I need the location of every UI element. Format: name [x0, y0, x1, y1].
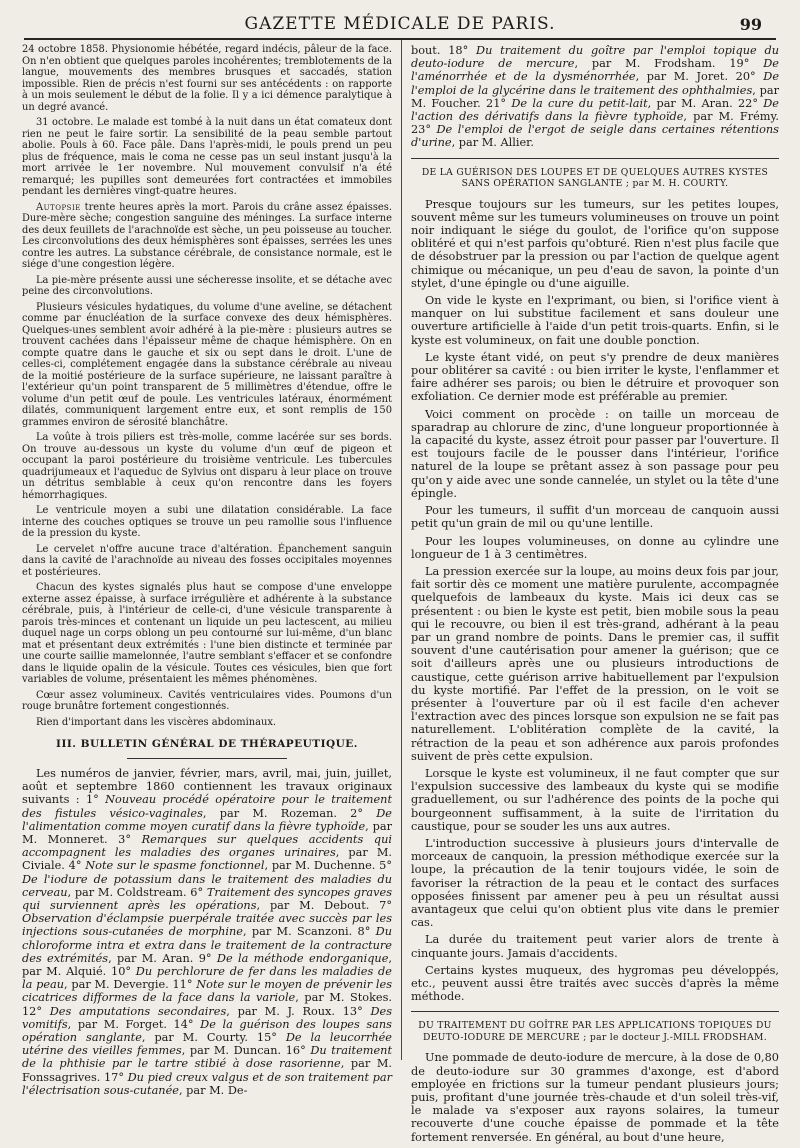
article-title-italic: De l'iodure de potassium dans le traitement des maladies du cerveau [22, 872, 392, 899]
article-title-italic: De la méthode endorganique [216, 951, 389, 965]
article-title-italic: Des amputations secondaires [49, 1004, 227, 1018]
bulletin-text: bout. 18° [411, 44, 477, 57]
bulletin-text: , par M. Scanzoni. 8° [243, 925, 376, 939]
paragraph: Pour les loupes volumineuses, on donne au cylindre une longueur de 1 à 3 centimètres. [411, 534, 779, 561]
bulletin-text: , par M. Aran. 22° [647, 96, 764, 110]
section-title: III. BULLETIN GÉNÉRAL DE THÉRAPEUTIQUE. [56, 738, 358, 750]
section-rule [127, 758, 287, 759]
paragraph: Rien d'important dans les viscères abdominaux. [36, 716, 277, 728]
bulletin-text: , par M. Duchenne. 5° [264, 859, 392, 873]
column-divider [401, 40, 402, 1060]
paragraph: Le cervelet n'offre aucune trace d'altération. Épanchement sanguin dans la cavité de l'arachnoïde au niveau des fosses occipitales moyennes et postérieures. [22, 543, 392, 578]
page-header [24, 8, 776, 40]
right-column [411, 44, 779, 1148]
article-title-italic: De l'alimentation comme moyen curatif dans la fièvre typhoïde [22, 806, 392, 833]
bulletin-text: , par M. Rozeman. 2° [202, 806, 377, 820]
bulletin-text: , par M. Forget. 14° [67, 1017, 201, 1031]
bulletin-text: , par M. Civiale. 4° [22, 846, 392, 873]
paragraph: Presque toujours sur les tumeurs, sur les petites loupes, souvent même sur les tumeurs volumineuses on trouve un point noir indiquant le siége du goulot, de l'orifice qu'on suppose oblitéré et qui n'est parfois qu'obturé. Rien n'est plus facile que de désobstruer par la pression ou par l'action de quelque agent chimique ou mécanique, un peu d'eau de savon, la pointe d'un stylet, d'une épingle ou d'une aiguille. [411, 197, 779, 290]
bulletin-text: , par M. De- [178, 1083, 248, 1097]
bulletin-text: , par M. Foucher. 21° [411, 83, 779, 110]
bulletin-text: , par M. Debout. 7° [256, 899, 392, 913]
autopsy-label: Autopsie [36, 201, 81, 213]
article-title-italic: Nouveau procédé opératoire pour le traitement des fistules vésico-vaginales [22, 793, 392, 820]
article-title-italic: Note sur le moyen de prévenir les cicatrices difformes de la face dans la variole [22, 978, 392, 1005]
article-title-italic: Remarques sur quelques accidents qui accompagnent les maladies des organes urinaires [22, 833, 392, 860]
bulletin-paragraph [411, 44, 779, 150]
article-title-italic: Du traitement du goître par l'emploi topique du deuto-iodure de mercure [411, 44, 779, 71]
article-title-italic: Note sur le spasme fonctionnel [85, 859, 265, 873]
article-loupes [411, 198, 779, 1004]
bulletin-text: , par M. Frodsham. 19° [574, 57, 764, 71]
article-title-italic: Observation d'éclampsie puerpérale traitée avec succès par les injections sous-cutanées de morphine [22, 912, 392, 939]
paragraph: Certains kystes muqueux, des hygromas peu développés, etc., peuvent aussi être traités avec succès d'après la même méthode. [411, 963, 779, 1004]
article-title-italic: Traitement des syncopes graves qui surviennent après les opérations [22, 885, 392, 913]
bulletin-text: , par M. Joret. 20° [635, 70, 764, 84]
bulletin-text: , par M. Alquié. 10° [22, 951, 392, 979]
bulletin-text: , par M. Monneret. 3° [22, 819, 392, 847]
paragraph: 31 octobre. Le malade est tombé à la nuit dans un état comateux dont rien ne peut le faire sortir. La sensibilité de la peau semble partout abolie. Pouls à 60. Face pâle. Dans l'après-midi, le pouls prend un peu plus de fréquence, mais le coma ne cesse pas un seul instant jusqu'à la mort arrivée le 1er novembre. Nul mouvement convulsif n'a été remarqué; les pupilles sont demeurées fort contractées et immobiles pendant les dernières vingt-quatre heures. [22, 117, 392, 197]
article-title-italic: De l'action des dérivatifs dans la fièvre typhoïde [411, 96, 779, 124]
bulletin-text: , par M. Coldstream. 6° [67, 885, 207, 899]
left-column [22, 44, 392, 1101]
paragraph: Chacun des kystes signalés plus haut se compose d'une enveloppe externe assez épaisse, à surface irrégulière et adhérente à la substance cérébrale, puis, à l'intérieur de celle-ci, d'une vésicule transparente à parois très-minces et contenant un liquide un peu lactescent, au milieu duquel nage un corps oblong un peu contourné sur lui-même, d'un blanc mat et présentant deux extrémités : l'une bien distincte et terminée par une courte saillie mamelonnée, l'autre semblant s'effacer et se confondre dans le liquide opalin de la vésicule. Toutes ces vésicules, bien que fort variables de volume, présentaient les mêmes phénomènes. [22, 582, 392, 685]
bulletin-text: , par M. Duncan. 16° [181, 1044, 311, 1058]
bulletin-list [22, 767, 392, 1097]
article-title-italic: Du pied creux valgus et de son traitement par l'électrisation sous-cutanée [22, 1070, 392, 1097]
paragraph: La durée du traitement peut varier alors de trente à cinquante jours. Jamais d'accidents. [411, 933, 779, 960]
case-report [22, 44, 392, 728]
paragraph: Cœur assez volumineux. Cavités ventriculaires vides. Poumons d'un rouge brunâtre fortement congestionnés. [22, 689, 392, 712]
bulletin-continuation [411, 44, 779, 150]
bulletin-text: , par M. Aran. 9° [108, 951, 217, 965]
article-title-italic: Du chloroforme intra et extra dans le traitement de la contracture des extrémités [22, 925, 392, 965]
bulletin-text: , par M. Stokes. 12° [22, 991, 393, 1018]
paragraph: Pour les tumeurs, il suffit d'un morceau de canquoin aussi petit qu'un grain de mil ou qu'une lentille. [411, 504, 779, 531]
bulletin-paragraph [22, 767, 392, 1097]
article-heading-goitre: DU TRAITEMENT DU GOÎTRE PAR LES APPLICATIONS TOPIQUES DU DEUTO-IODURE DE MERCURE ; par le docteur J.-MILL FRODSHAM. [411, 1011, 779, 1043]
paragraph: Une pommade de deuto-iodure de mercure, à la dose de 0,80 de deuto-iodure sur 30 grammes d'axonge, est d'abord employée en frictions sur la tumeur pendant plusieurs jours; puis, profitant d'une journée très-chaude et d'un soleil très-vif, le malade va s'exposer aux rayons solaires, la tumeur recouverte d'une couche épaisse de pommade et la tête fortement renversée. En général, au bout d'une heure, [411, 1051, 779, 1144]
article-title-italic: Des vomitifs [22, 1004, 392, 1031]
bulletin-text: , par M. Frémy. 23° [411, 110, 779, 137]
bulletin-text: , par M. J. Roux. 13° [226, 1004, 371, 1018]
page-number: 99 [739, 15, 762, 34]
article-heading-loupes: DE LA GUÉRISON DES LOUPES ET DE QUELQUES AUTRES KYSTES SANS OPÉRATION SANGLANTE ; par M. H. COURTY. [411, 158, 779, 190]
bulletin-text: , par M. Courty. 15° [141, 1031, 286, 1045]
article-title-italic: De la cure du petit-lait [511, 96, 648, 110]
article-goitre [411, 1051, 779, 1143]
bulletin-text: , par M. Allier. [451, 136, 534, 150]
journal-title: GAZETTE MÉDICALE DE PARIS. [244, 14, 556, 34]
bulletin-text: , par M. Devergie. 11° [64, 978, 197, 992]
paragraph: Autopsie trente heures après la mort. Parois du crâne assez épaisses. Dure-mère sèche; congestion sanguine des méninges. La surface interne des deux feuillets de l'arachnoïde est sèche, un peu poisseuse au toucher. Les circonvolutions des deux hémisphères sont épaisses, serrées les unes contre les autres. La substance cérébrale, de consistance normale, est le siége d'une congestion légère. [22, 201, 392, 270]
paragraph: La voûte à trois piliers est très-molle, comme lacérée sur ses bords. On trouve au-dessous un kyste du volume d'un œuf de pigeon et occupant la paroi postérieure du troisième ventricule. Les tubercules quadrijumeaux et l'aqueduc de Sylvius ont disparu à leur place on trouve un détritus semblable à ceux qu'on rencontre dans les foyers hémorrhagiques. [22, 432, 392, 501]
article-title-italic: De la guérison des loupes sans opération sanglante [22, 1017, 392, 1045]
paragraph: Lorsque le kyste est volumineux, il ne faut compter que sur l'expulsion successive des lambeaux du kyste qui se modifie graduellement, ou sur l'adhérence des points de la poche qui bourgeonnent suffisamment, à la suite de l'irritation du caustique, pour se souder les uns aux autres. [411, 766, 779, 833]
article-title-italic: Du perchlorure de fer dans les maladies de la peau [22, 965, 392, 992]
article-title-italic: De la leucorrhée utérine des vieilles femmes [22, 1031, 392, 1058]
paragraph: La pression exercée sur la loupe, au moins deux fois par jour, fait sortir dès ce moment une matière purulente, accompagnée quelquefois de lambeaux du kyste. Mais ici deux cas se présentent : ou bien le kyste est petit, bien mobile sous la peau qui le recouvre, ou bien il est très-grand, adhérant à la peau par un grand nombre de points. Dans le premier cas, il suffit souvent d'une cautérisation pour amener la guérison; que ce soit d'ailleurs après une ou plusieurs introductions de caustique, cette guérison arrive habituellement par l'expulsion du kyste mortifié. Par l'effet de la pression, on le voit se présenter à l'ouverture par où il est facile d'en achever l'extraction avec des pinces lorsque son expulsion ne se fait pas naturellement. L'oblitération complète de la cavité, la rétraction de la peau et son adhérence aux parois profondes suivent de près cette expulsion. [411, 564, 779, 763]
article-title-italic: Du traitement de la phthisie par le tartre stibié à dose rasorienne [22, 1044, 392, 1071]
paragraph: 24 octobre 1858. Physionomie hébétée, regard indécis, pâleur de la face. On n'en obtient que quelques paroles incohérentes; tremblotements de la langue, mouvements des membres brusques et saccadés, station impossible. Rien de précis n'est fourni sur ses antécédents : on rapporte à un mois seulement le début de la folie. Il y a ici démence paralytique à un degré avancé. [22, 44, 392, 113]
article-title-italic: De l'emploi de l'ergot de seigle dans certaines rétentions d'urine [411, 123, 779, 150]
bulletin-text: Les numéros de janvier, février, mars, avril, mai, juin, juillet, août et septembre 1860 contiennent les travaux originaux suivants : 1° [22, 767, 392, 807]
article-title-italic: De l'emploi de la glycérine dans le traitement des ophthalmies [411, 70, 780, 97]
bulletin-text: , par M. Fonssagrives. 17° [22, 1057, 392, 1084]
paragraph: Plusieurs vésicules hydatiques, du volume d'une aveline, se détachent comme par énucléation de la surface convexe des deux hémisphères. Quelques-unes semblent avoir adhéré à la pie-mère : plusieurs autres se trouvent cachées dans l'épaisseur même de chaque hémisphère. On en compte quatre dans le gauche et six ou sept dans le droit. L'une de celles-ci, complétement engagée dans la substance cérébrale au niveau de la moitié postérieure de la surface supérieure, ne laissant paraître à l'extérieur qu'un point transparent de 5 millimètres d'étendue, offre le volume d'un petit œuf de poule. Les ventricules latéraux, énormément dilatés, communiquent largement entre eux, et sont remplis de 150 grammes environ de sérosité blanchâtre. [22, 301, 392, 428]
paragraph: Le ventricule moyen a subi une dilatation considérable. La face interne des couches optiques se trouve un peu ramollie sous l'influence de la pression du kyste. [22, 505, 392, 539]
article-title-italic: De l'aménorrhée et de la dysménorrhée [411, 57, 779, 84]
paragraph: L'introduction successive à plusieurs jours d'intervalle de morceaux de canquoin, la pression méthodique exercée sur la loupe, la précaution de la tenir toujours vidée, le soin de favoriser la rétraction de la peau et le contact des surfaces opposées finissent par amener peu à peu un résultat aussi avantageux que celui qu'on obtient plus vite dans le premier cas. [411, 836, 779, 930]
paragraph: Le kyste étant vidé, on peut s'y prendre de deux manières pour oblitérer sa cavité : ou bien irriter le kyste, l'enflammer et faire adhérer ses parois; ou bien le détruire et provoquer son exfoliation. Ce dernier mode est préférable au premier. [411, 350, 779, 404]
paragraph: Voici comment on procède : on taille un morceau de sparadrap au chlorure de zinc, d'une longueur proportionnée à la capacité du kyste, assez étroit pour passer par l'ouverture. Il est toujours facile de le pousser dans l'intérieur, l'orifice naturel de la loupe se prêtant assez à son passage pour peu qu'on y aide avec une sonde cannelée, un stylet ou la tête d'une épingle. [411, 407, 779, 500]
paragraph: On vide le kyste en l'exprimant, ou bien, si l'orifice vient à manquer on lui substitue facilement et sans douleur une ouverture artificielle à l'aide d'un petit trois-quarts. Enfin, si le kyste est volumineux, on fait une double ponction. [411, 294, 779, 347]
paragraph: La pie-mère présente aussi une sécheresse insolite, et se détache avec peine des circonvolutions. [22, 274, 392, 297]
